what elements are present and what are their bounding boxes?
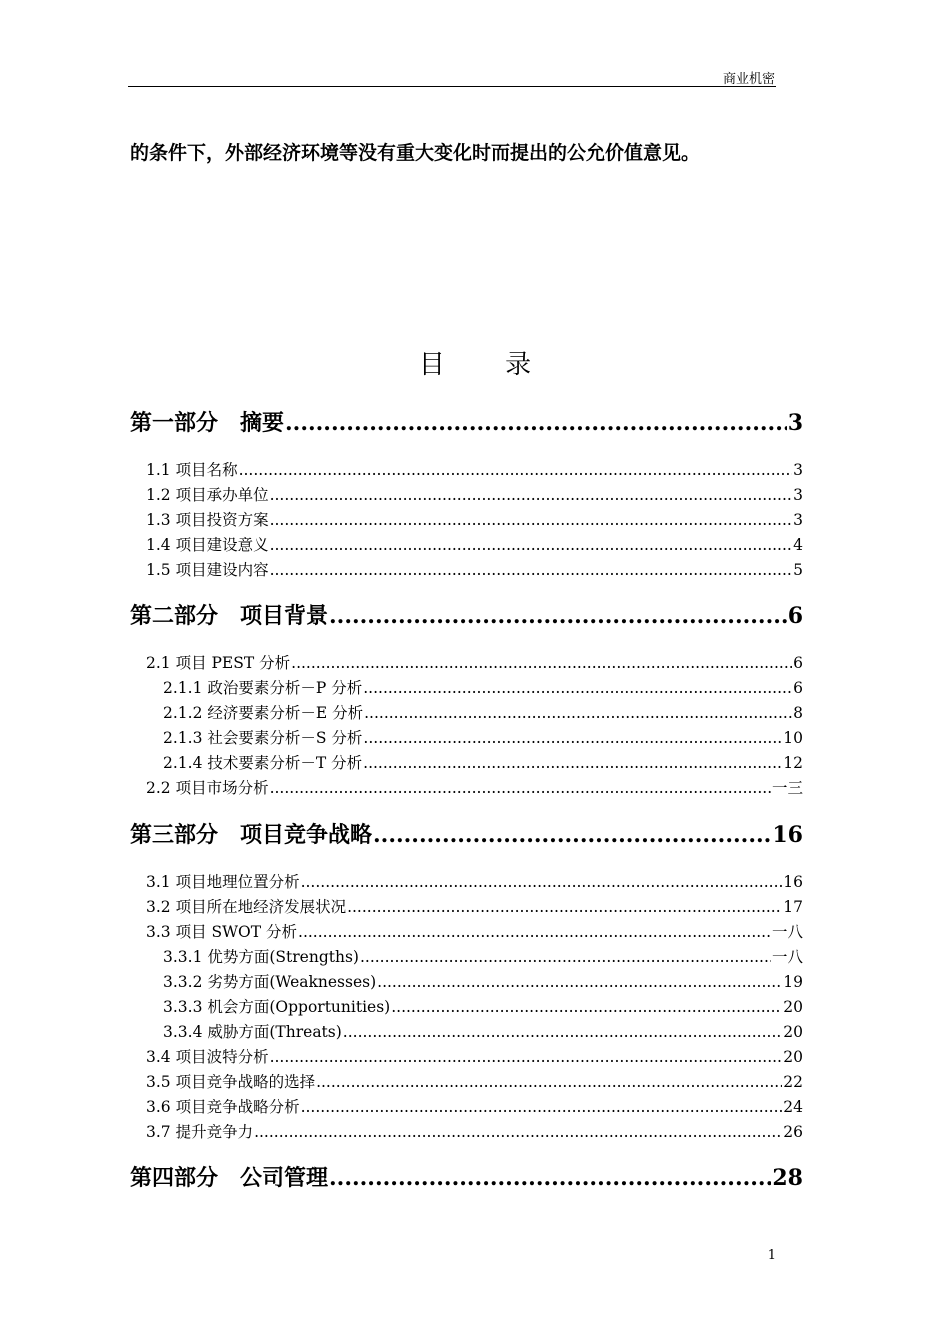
toc-entry-label: 2.1 项目 PEST 分析 xyxy=(146,654,291,672)
toc-entry[interactable] xyxy=(163,726,803,748)
toc-entry-label: 第二部分 项目背景 xyxy=(130,603,329,629)
toc-entry-label: 3.2 项目所在地经济发展状况 xyxy=(146,898,347,916)
toc-leader-dots xyxy=(329,603,787,629)
toc-entry[interactable] xyxy=(146,1120,803,1142)
toc-entry-page: 3 xyxy=(793,511,803,529)
toc-entry-label: 1.2 项目承办单位 xyxy=(146,486,269,504)
toc-title xyxy=(0,344,950,381)
toc-entry-page: 一八 xyxy=(771,948,803,966)
toc-entry-page: 22 xyxy=(783,1073,803,1091)
toc-title-char-2: 录 xyxy=(505,350,532,380)
toc-part-heading[interactable] xyxy=(130,599,803,630)
toc-leader-dots xyxy=(254,1123,782,1141)
toc-entry-label: 3.1 项目地理位置分析 xyxy=(146,873,300,891)
toc-entry-label: 2.1.1 政治要素分析－P 分析 xyxy=(163,679,363,697)
toc-entry-page: 4 xyxy=(793,536,803,554)
toc-entry-page: 17 xyxy=(783,898,803,916)
toc-entry-page: 20 xyxy=(783,1048,803,1066)
toc-entry[interactable] xyxy=(163,945,803,967)
toc-entry-page: 20 xyxy=(783,1023,803,1041)
toc-entry-label: 1.3 项目投资方案 xyxy=(146,511,269,529)
toc-entry[interactable] xyxy=(146,508,803,530)
toc-entry-page: 10 xyxy=(783,729,803,747)
toc-entry[interactable] xyxy=(146,1045,803,1067)
toc-entry-page: 3 xyxy=(787,410,803,436)
toc-entry-label: 2.1.3 社会要素分析－S 分析 xyxy=(163,729,363,747)
toc-leader-dots xyxy=(270,779,771,797)
toc-leader-dots xyxy=(301,873,783,891)
toc-entry[interactable] xyxy=(146,558,803,580)
toc-entry-page: 19 xyxy=(783,973,803,991)
toc-entry-page: 16 xyxy=(783,873,803,891)
page-number: 1 xyxy=(767,1248,776,1263)
toc-entry-label: 2.1.4 技术要素分析－T 分析 xyxy=(163,754,363,772)
toc-leader-dots xyxy=(347,898,782,916)
toc-leader-dots xyxy=(391,998,782,1016)
toc-entry-page: 12 xyxy=(783,754,803,772)
toc-entry-label: 1.1 项目名称 xyxy=(146,461,238,479)
header-confidential-label: 商业机密 xyxy=(722,72,775,87)
toc-entry-page: 26 xyxy=(783,1123,803,1141)
toc-entry[interactable] xyxy=(146,920,803,942)
toc-entry[interactable] xyxy=(163,970,803,992)
header-rule xyxy=(128,86,776,87)
toc-entry-label: 1.4 项目建设意义 xyxy=(146,536,269,554)
toc-leader-dots xyxy=(285,410,787,436)
toc-entry-page: 3 xyxy=(793,461,803,479)
toc-entry[interactable] xyxy=(146,1070,803,1092)
toc-entry-label: 第四部分 公司管理 xyxy=(130,1165,329,1191)
toc-entry-label: 2.1.2 经济要素分析－E 分析 xyxy=(163,704,364,722)
toc-leader-dots xyxy=(343,1023,782,1041)
toc-leader-dots xyxy=(298,923,771,941)
toc-leader-dots xyxy=(270,561,793,579)
toc-leader-dots xyxy=(363,754,782,772)
toc-leader-dots xyxy=(360,948,771,966)
toc-part-heading[interactable] xyxy=(130,406,803,437)
toc-entry-label: 3.4 项目波特分析 xyxy=(146,1048,269,1066)
toc-leader-dots xyxy=(363,679,792,697)
toc-entry-label: 3.3.3 机会方面(Opportunities) xyxy=(163,998,391,1016)
toc-entry[interactable] xyxy=(163,676,803,698)
toc-entry-page: 5 xyxy=(793,561,803,579)
toc-leader-dots xyxy=(270,1048,783,1066)
toc-entry-label: 3.6 项目竞争战略分析 xyxy=(146,1098,300,1116)
toc-entry[interactable] xyxy=(146,458,803,480)
toc-entry-label: 1.5 项目建设内容 xyxy=(146,561,269,579)
toc-entry-page: 一三 xyxy=(771,779,803,797)
toc-leader-dots xyxy=(377,973,782,991)
toc-entry[interactable] xyxy=(163,995,803,1017)
toc-entry[interactable] xyxy=(146,651,803,673)
toc-entry-label: 2.2 项目市场分析 xyxy=(146,779,269,797)
toc-entry[interactable] xyxy=(146,895,803,917)
toc-leader-dots xyxy=(291,654,792,672)
toc-entry-label: 3.7 提升竞争力 xyxy=(146,1123,254,1141)
toc-title-char-1: 目 xyxy=(418,350,445,380)
toc-entry-page: 6 xyxy=(793,654,803,672)
toc-entry-page: 6 xyxy=(787,603,803,629)
toc-entry-page: 16 xyxy=(772,822,803,848)
toc-leader-dots xyxy=(239,461,793,479)
intro-paragraph: 的条件下，外部经济环境等没有重大变化时而提出的公允价值意见。 xyxy=(130,142,701,164)
toc-leader-dots xyxy=(329,1165,771,1191)
toc-entry-label: 3.3.4 威胁方面(Threats) xyxy=(163,1023,342,1041)
toc-entry-page: 28 xyxy=(772,1165,803,1191)
toc-entry[interactable] xyxy=(163,701,803,723)
toc-entry[interactable] xyxy=(146,776,803,798)
toc-entry[interactable] xyxy=(146,533,803,555)
toc-leader-dots xyxy=(373,822,771,848)
toc-entry-page: 8 xyxy=(793,704,803,722)
toc-leader-dots xyxy=(316,1073,782,1091)
toc-entry-label: 3.3.1 优势方面(Strengths) xyxy=(163,948,359,966)
toc-entry-page: 24 xyxy=(783,1098,803,1116)
toc-entry-page: 6 xyxy=(793,679,803,697)
toc-entry-page: 20 xyxy=(783,998,803,1016)
toc-part-heading[interactable] xyxy=(130,818,803,849)
toc-entry[interactable] xyxy=(163,1020,803,1042)
toc-entry[interactable] xyxy=(146,483,803,505)
toc-entry-page: 3 xyxy=(793,486,803,504)
toc-leader-dots xyxy=(364,704,792,722)
toc-part-heading[interactable] xyxy=(130,1161,803,1192)
toc-leader-dots xyxy=(270,511,793,529)
toc-leader-dots xyxy=(363,729,782,747)
toc-leader-dots xyxy=(301,1098,783,1116)
toc-entry-label: 3.3.2 劣势方面(Weaknesses) xyxy=(163,973,377,991)
toc-entry[interactable] xyxy=(146,870,803,892)
toc-entry-label: 3.3 项目 SWOT 分析 xyxy=(146,923,298,941)
toc-entry-page: 一八 xyxy=(771,923,803,941)
toc-leader-dots xyxy=(270,536,793,554)
toc-entry-label: 第一部分 摘要 xyxy=(130,410,285,436)
toc-entry[interactable] xyxy=(163,751,803,773)
toc-entry[interactable] xyxy=(146,1095,803,1117)
toc-entry-label: 3.5 项目竞争战略的选择 xyxy=(146,1073,316,1091)
toc-leader-dots xyxy=(270,486,793,504)
toc-entry-label: 第三部分 项目竞争战略 xyxy=(130,822,373,848)
